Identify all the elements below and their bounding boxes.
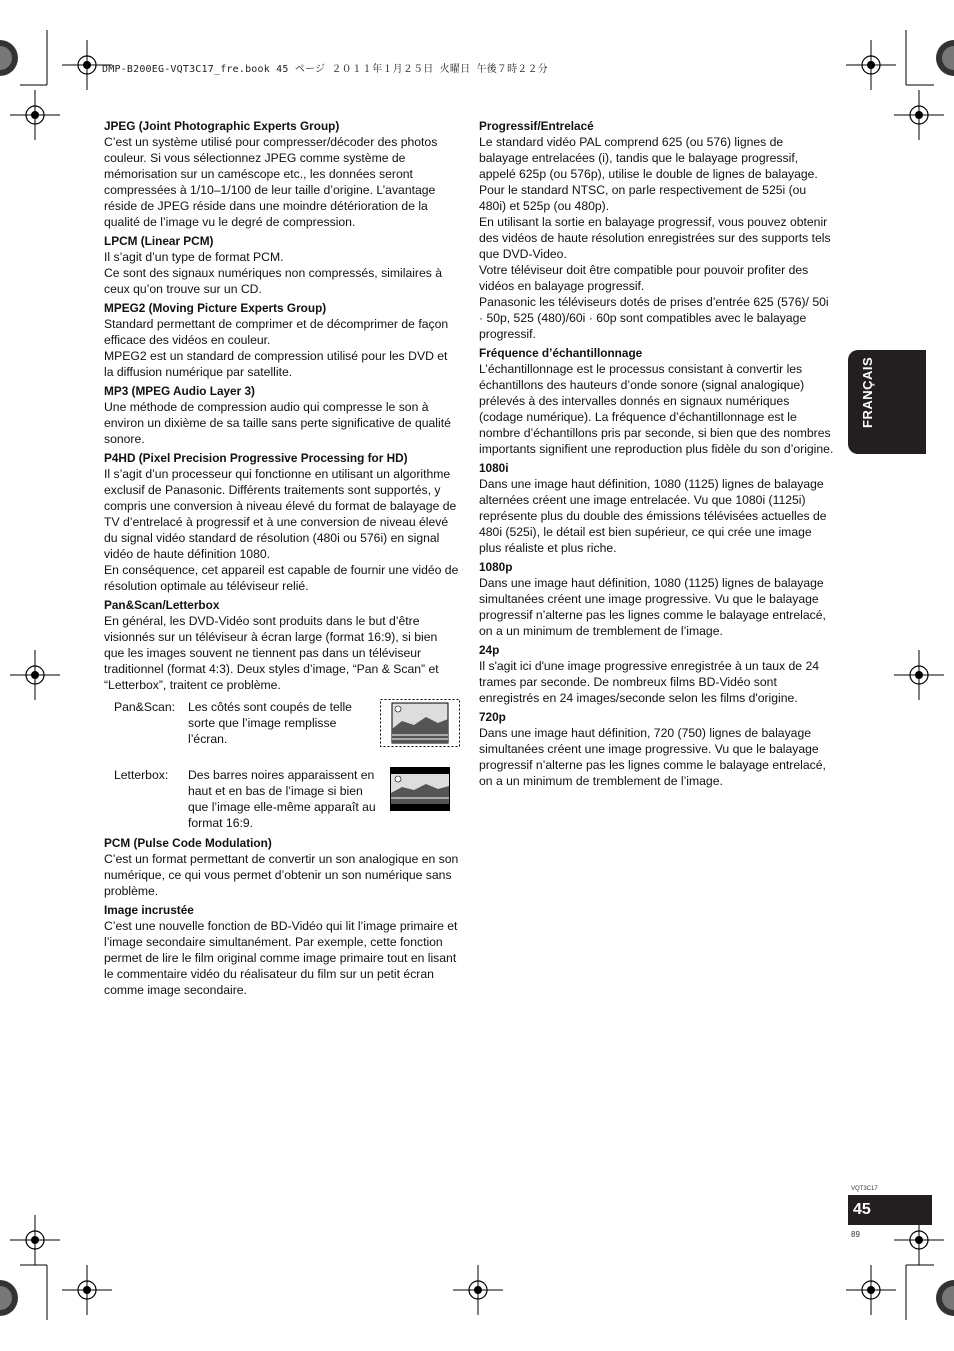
description-paragraph: En conséquence, cet appareil est capable de fournir une vidéo de résolution optimale au téléviseur relié. [104,563,459,593]
glossary-entry [479,345,835,457]
description-paragraph: En utilisant la sortie en balayage progressif, vous pouvez obtenir des vidéos de haute résolution enregistrées sur des supports tels que DVD-Video. [479,215,831,261]
description-paragraph: Il s'agit ici d'une image progressive enregistrée à un taux de 24 trames par seconde. De nombreux films BD-Vidéo sont enregistrés en 24 images/seconde selon les films d'origine. [479,659,820,705]
file-info-header: DMP-B200EG-VQT3C17_fre.book 45 ページ ２０１１年１月２５日 火曜日 午後７時２２分 [102,64,548,75]
glossary-entry [479,118,835,342]
description-paragraph: Votre téléviseur doit être compatible pour pouvoir profiter des vidéos en balayage progressif. [479,263,809,293]
description-paragraph: C’est une nouvelle fonction de BD-Vidéo qui lit l’image primaire et l’image secondaire simultanément. Par exemple, cette fonction permet de lire le film original comme image primaire tout en lisant le commentaire vidéo du réalisateur du film sur un petit écran comme image secondaire. [104,919,458,997]
glossary-entry [104,118,460,230]
description-paragraph: Ce sont des signaux numériques non compressés, similaires à ceux qu’on trouve sur un CD. [104,266,443,296]
page-number: 45 [853,1201,871,1218]
glossary-description [104,316,460,380]
pan-scan-image [380,699,460,747]
description-paragraph: Dans une image haut définition, 1080 (1125) lignes de balayage simultanées créent une image progressive. Vu que le balayage progressif n’alterne pas les lignes comme le balayage entrelacé, on a un minimum de tremblement de l’image. [479,576,826,638]
glossary-term: Fréquence d’échantillonnage [479,346,643,360]
glossary-entry [104,233,460,297]
glossary-description [479,476,835,556]
glossary-entry [104,450,460,594]
glossary-entry [479,709,835,789]
right-column [479,118,835,792]
glossary-term: 1080p [479,560,513,574]
description-paragraph: Il s’agit d’un type de format PCM. [104,250,284,264]
page-number-box [848,1195,932,1225]
letterbox-row [104,767,460,831]
glossary-entry [479,642,835,706]
description-paragraph: Standard permettant de comprimer et de décomprimer de façon efficace des vidéos en couleur. [104,317,449,347]
glossary-description [104,249,460,297]
glossary-description [104,466,460,594]
description-paragraph: C’est un système utilisé pour compresser/décoder des photos couleur. Si vous sélectionnez JPEG comme système de mémorisation sur un caméscope etc., les données seront compressées à 1/10–1/100 de leur taille d’origine. L’avantage réside de JPEG réside dans une moindre détérioration de la qualité de l’image vu le degré de compression. [104,135,438,229]
glossary-entry [104,902,460,998]
glossary-term: Pan&Scan/Letterbox [104,598,220,612]
description-paragraph: C’est un format permettant de convertir un son analogique en son numérique, ce qui vous permet d’obtenir un son numérique sans problème. [104,852,459,898]
glossary-entry [479,559,835,639]
description-paragraph: L’échantillonnage est le processus consistant à convertir les échantillons des hauteurs d’onde sonore (signal analogique) prélevés à des intervalles donnés en signaux numériques (codage numérique). La fréquence d’échantillonnage est le nombre d’échantillons pris par seconde, si bien que des nombres importants signifient une reproduction plus fidèle du son d’origine. [479,362,834,456]
glossary-entry [104,300,460,380]
glossary-description [104,613,460,693]
description-paragraph: Dans une image haut définition, 720 (750) lignes de balayage simultanées créent une image progressive. Vu que le balayage progressif n’alterne pas les lignes comme le balayage entrelacé, on a un minimum de tremblement de l’image. [479,726,826,788]
sub-page-number: 89 [851,1230,860,1239]
description-paragraph: Dans une image haut définition, 1080 (1125) lignes de balayage alternées créent une image entrelacée. Vu que 1080i (1125i) représente plus du double des émissions télévisées actuelles de 480i (525i), le détail est bien supérieur, ce qui crée une image plus réaliste et plus riche. [479,477,827,555]
description-paragraph: En général, les DVD-Vidéo sont produits dans le but d’être visionnés sur un téléviseur à écran large (format 16:9), si bien que les images souvent ne tiennent pas dans un téléviseur traditionnel (format 4:3). Deux styles d’image, “Pan & Scan” et “Letterbox”, traitent ce problème. [104,614,439,692]
glossary-term: 1080i [479,461,509,475]
glossary-entry [104,597,460,693]
letterbox-label: Letterbox: [114,768,169,782]
glossary-term: Image incrustée [104,903,194,917]
glossary-term: 720p [479,710,506,724]
glossary-description [104,134,460,230]
glossary-description [104,399,460,447]
glossary-term: MP3 (MPEG Audio Layer 3) [104,384,255,398]
document-code: VQT3C17 [851,1186,878,1192]
language-tab [848,350,926,454]
glossary-entry [104,383,460,447]
glossary-description [104,918,460,998]
description-paragraph: Panasonic les téléviseurs dotés de prises d’entrée 625 (576)/ 50i · 50p, 525 (480)/60i · 60p sont compatibles avec le balayage progressif. [479,295,829,341]
glossary-term: MPEG2 (Moving Picture Experts Group) [104,301,327,315]
glossary-term: LPCM (Linear PCM) [104,234,214,248]
description-paragraph: Le standard vidéo PAL comprend 625 (ou 576) lignes de balayage entrelacées (i), tandis que le balayage progressif, appelé 625p (ou 576p), utilise le double de lignes de balayage. Pour le standard NTSC, on parle respectivement de 525i (ou 480i) et 525p (ou 480p). [479,135,818,213]
description-paragraph: Une méthode de compression audio qui compresse le son à environ un dixième de sa taille sans perte significative de qualité sonore. [104,400,451,446]
glossary-term: 24p [479,643,500,657]
pan-scan-row [104,699,460,747]
glossary-term: PCM (Pulse Code Modulation) [104,836,272,850]
glossary-entry [104,835,460,899]
letterbox-image [390,767,450,811]
glossary-description [479,658,835,706]
description-paragraph: MPEG2 est un standard de compression utilisé pour les DVD et la diffusion numérique par satellite. [104,349,448,379]
glossary-term: JPEG (Joint Photographic Experts Group) [104,119,340,133]
description-paragraph: Il s’agit d’un processeur qui fonctionne en utilisant un algorithme exclusif de Panasonic. Différents traitements sont supportés, y compris une conversion à niveau élevé du format de balayage de TV d’entrelacé à progressif et à une conversion de niveau élevé du signal vidéo standard de résolution (480i ou 576i) en signal vidéo de haute définition 1080. [104,467,457,561]
language-tab-label: FRANÇAIS [860,356,875,428]
glossary-term: Progressif/Entrelacé [479,119,594,133]
glossary-term: P4HD (Pixel Precision Progressive Processing for HD) [104,451,408,465]
letterbox-text: Des barres noires apparaissent en haut et en bas de l’image si bien que l’image elle-même apparaît au format 16:9. [188,768,376,830]
glossary-description [479,361,835,457]
glossary-description [479,575,835,639]
glossary-entry [479,460,835,556]
pan-scan-label: Pan&Scan: [114,700,175,714]
left-column [104,118,460,1001]
pan-scan-text: Les côtés sont coupés de telle sorte que l’image remplisse l’écran. [188,700,352,746]
glossary-description [104,851,460,899]
glossary-description [479,134,835,342]
glossary-description [479,725,835,789]
